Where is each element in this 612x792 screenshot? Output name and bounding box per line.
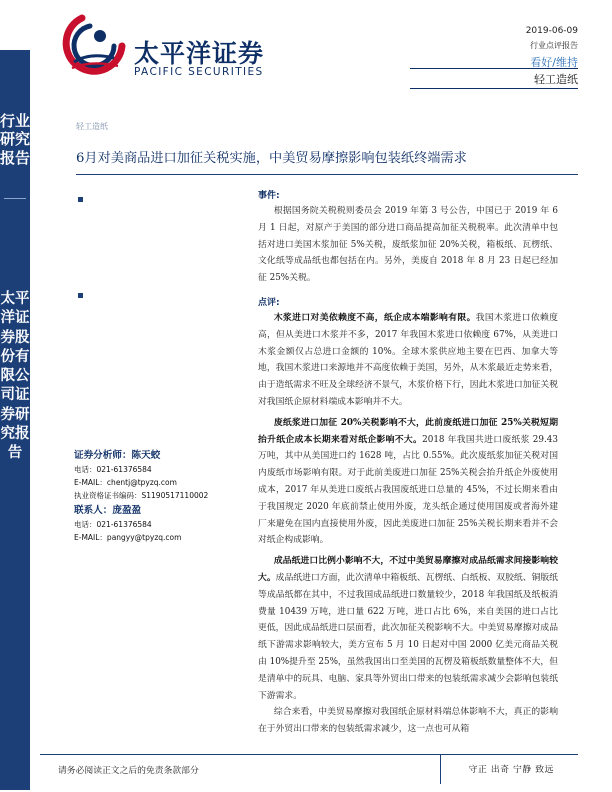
header-rule [410,88,578,89]
footer-rule [40,754,578,755]
brand-name-cn: 太平洋证券 [134,39,265,68]
analyst-name: 证券分析师：陈天蛟 [74,450,161,461]
report-body [258,189,558,738]
section-bullet-icon [78,197,83,202]
report-type: 行业点评报告 [530,41,578,50]
sidebar-band [0,50,30,790]
contact-email: E-MAIL：pangyy@tpyzq.com [74,533,182,543]
event-heading: 事件: [258,191,280,201]
analyst-license: 执业资格证书编码：S1190517110002 [74,490,209,500]
sector-label: 轻工造纸 [534,73,578,86]
title-rule [76,174,578,175]
pacific-securities-logo-icon [60,12,128,78]
comment-3-lead: 成品纸进口比例小影响不大，不过中美贸易摩擦对成品纸需求间接影响较大。 [258,556,558,583]
report-date: 2019-06-09 [525,26,578,36]
analyst-block [74,449,264,545]
contact-name: 联系人：庞盈盈 [74,505,142,517]
sidebar-divider [4,198,26,199]
analyst-phone: 电话：021-61376584 [74,465,152,474]
event-paragraph: 根据国务院关税税则委员会 2019 年第 3 号公告，中国已于 2019 年 6 月 1 日起，对原产于美国的部分进口商品提高加征关税税率。此次清单中包括对进口美国木浆加征 5%关税，废纸浆加征 20%关税，箱板纸、瓦楞纸、文化纸等成品纸也都包括在内。另外，美废自 2018 年 8 月 23 日起已经加征 25%关税。 [258,206,558,284]
comment-heading: 点评: [258,297,280,308]
comment-paragraph-1 [258,310,558,411]
comment-paragraph-3 [258,553,558,704]
comment-2-lead: 废纸浆进口加征 20%关税影响不大，此前废纸进口加征 25%关税短期抬升纸企成本长期来看对纸企影响不大。 [258,417,558,445]
brand-name-en: PACIFIC SECURITIES [134,66,264,78]
comment-2-body: 2018 年我国共进口废纸浆 29.43 万吨，其中从美国进口约 1628 吨，占比 0.55%。此次废纸浆加征关税对国内废纸市场影响有限。对于此前美废进口加征 25%关税会抬升纸企外废使用成本，2017 年从美进口废纸占我国废纸进口总量的 45%，不过长期来看由于我国规定 2020 年底前禁止使用外废，龙头纸企通过使用国废或者海外建厂来避免在国内直接使用外废，因此美废进口加征 25%关税长期来看并不会对纸企构成影响。 [258,434,558,546]
sidebar-company-statement: 太平洋证券股份有限公司证券研究报告 [0,291,30,462]
comment-1-lead: 木浆进口对美依赖度不高，纸企成本端影响有限。 [273,312,476,323]
sidebar-report-category: 行业研究报告 [0,112,31,167]
contact-phone: 电话：021-61376584 [74,520,152,530]
footer-motto: 守正 出奇 宁静 致远 [468,765,554,775]
comment-paragraph-4: 综合来看，中美贸易摩擦对我国纸企原材料端总体影响不大，真正的影响在于外贸出口带来的包装纸需求减少，这一点也可从箱 [258,707,558,735]
page-title: 6月对美商品进口加征关税实施，中美贸易摩擦影响包装纸终端需求 [76,151,467,166]
comment-paragraph-2 [258,415,558,549]
comment-1-body: 我国木浆进口依赖度高，但从美进口木浆并不多，2017 年我国木浆进口依赖度 67%，从美进口木浆金额仅占总进口金额的 10%。全球木浆供应地主要在巴西、加拿大等地，我国木浆进口来源地并不高度依赖于美国，另外，从木浆最近走势来看，由于造纸需求不旺及全球经济不景气，木浆价格下行，因此木浆进口加征关税对我国纸企原材料端成本影响并不大。 [258,312,558,407]
analyst-email: E-MAIL：chentj@tpyzq.com [74,477,177,487]
section-bullet-icon [78,293,83,298]
comment-3-body: 成品纸进口方面，此次清单中箱板纸、瓦楞纸、白纸板、双胶纸、铜版纸等成品纸都在其中，不过我国成品纸进口数量较少，2018 年我国纸及纸板消费量 10439 万吨，进口量 622 万吨，进口占比 6%，来自美国的进口占比更低，因此成品纸进口层面看，此次加征关税影响不大。中美贸易摩擦对成品纸下游需求影响较大，美方宣布 5 月 10 日起对中国 2000 亿美元商品关税由 10%提升至 25%，虽然我国出口至美国的瓦楞及箱板纸数量整体不大，但是清单中的玩具、电脑、家具等外贸出口带来的包装纸需求减少会影响包装纸下游需求。 [258,572,558,701]
footer-divider [440,754,441,784]
rating-badge: 看好/维持 [530,56,578,69]
footer-disclaimer: 请务必阅读正文之后的免责条款部分 [58,766,199,776]
breadcrumb: 轻工造纸 [76,122,108,131]
